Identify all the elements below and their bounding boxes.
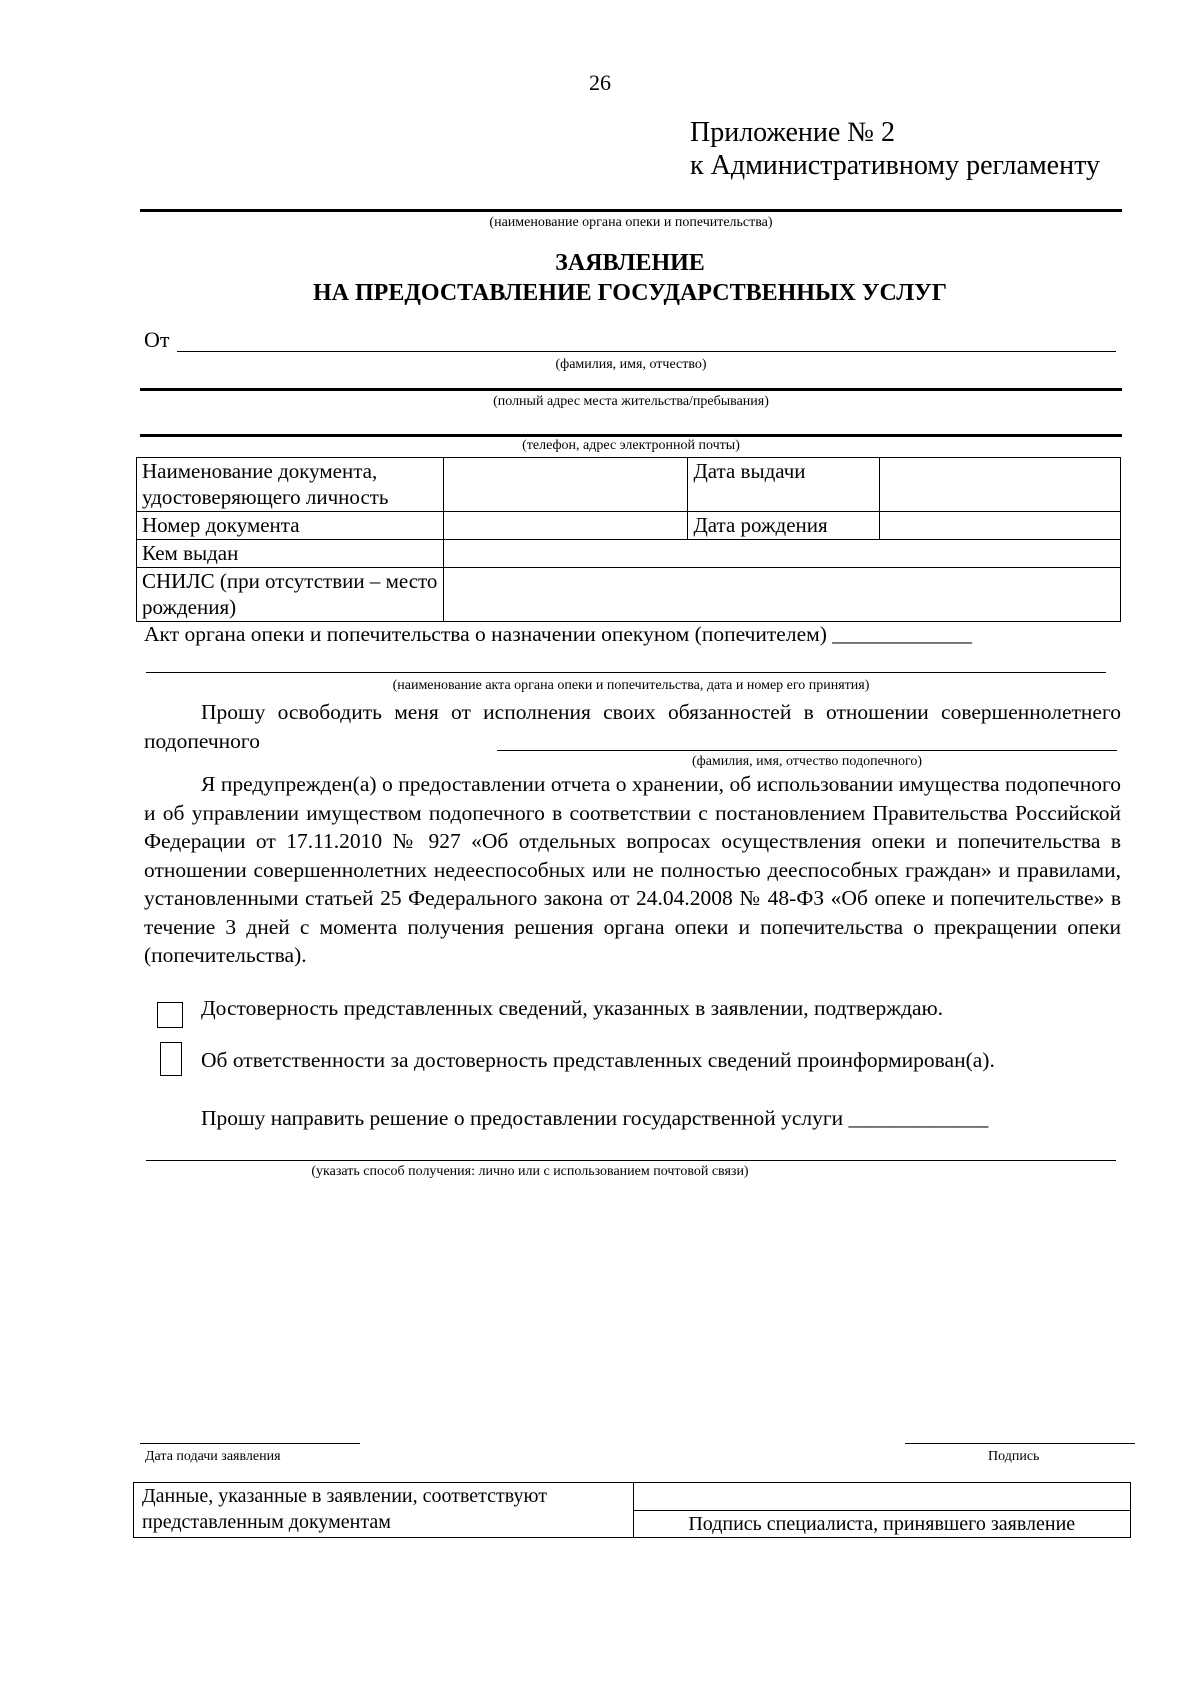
birth-date-field[interactable] — [880, 512, 1121, 540]
from-label: От — [144, 327, 170, 352]
address-line[interactable] — [140, 388, 1122, 391]
signature-line[interactable] — [905, 1443, 1135, 1444]
issued-by-label: Кем выдан — [137, 540, 444, 568]
responsibility-checkbox[interactable] — [160, 1042, 182, 1076]
request-paragraph — [144, 698, 1121, 755]
doc-number-label: Номер документа — [137, 512, 444, 540]
contacts-line[interactable] — [140, 434, 1122, 437]
birth-date-label: Дата рождения — [688, 512, 880, 540]
act-label: Акт органа опеки и попечительства о назначении опекуном (попечителем) _____________ — [144, 622, 973, 646]
delivery-label: Прошу направить решение о предоставлении государственной услуги _____________ — [201, 1106, 989, 1130]
date-label: Дата подачи заявления — [145, 1449, 281, 1464]
fio-caption: (фамилия, имя, отчество) — [555, 357, 707, 372]
page-title — [130, 248, 1130, 308]
authority-caption: (наименование органа опеки и попечительства) — [489, 215, 773, 230]
page-number: 26 — [589, 70, 611, 95]
title-line-1: ЗАЯВЛЕНИЕ — [555, 250, 705, 276]
appendix-header — [690, 116, 1100, 182]
issue-date-field[interactable] — [880, 458, 1121, 512]
reliability-text: Достоверность представленных сведений, указанных в заявлении, подтверждаю. — [201, 996, 944, 1020]
fio-line[interactable] — [177, 351, 1116, 352]
signature-label: Подпись — [988, 1449, 1040, 1464]
identity-document-table — [136, 457, 1121, 622]
date-line[interactable] — [140, 1443, 360, 1444]
snils-field[interactable] — [443, 568, 1120, 622]
specialist-signature-label: Подпись специалиста, принявшего заявление — [633, 1511, 1130, 1538]
doc-number-field[interactable] — [443, 512, 688, 540]
issued-by-field[interactable] — [443, 540, 1120, 568]
doc-name-label: Наименование документа, удостоверяющего личность — [137, 458, 444, 512]
responsibility-text: Об ответственности за достоверность представленных сведений проинформирован(а). — [201, 1048, 995, 1072]
address-caption: (полный адрес места жительства/пребывания) — [493, 394, 769, 409]
request-text: Прошу освободить меня от исполнения своих обязанностей в отношении совершеннолетнего подопечного — [144, 700, 1121, 753]
delivery-line[interactable] — [146, 1160, 1116, 1161]
appendix-line-1: Приложение № 2 — [690, 117, 895, 148]
issue-date-label: Дата выдачи — [688, 458, 880, 512]
appendix-line-2: к Административному регламенту — [690, 150, 1100, 181]
specialist-signature-field[interactable] — [633, 1483, 1130, 1511]
delivery-caption: (указать способ получения: лично или с использованием почтовой связи) — [311, 1164, 749, 1179]
verification-table — [133, 1482, 1131, 1538]
warning-paragraph: Я предупрежден(а) о предоставлении отчета о хранении, об использовании имущества подопечного и об управлении имуществом подопечного в соответствии с постановлением Правительства Российской Федерации от 17.11.2010 № 927 «Об отдельных вопросах осуществления опеки и попечительства в отношении совершеннолетних недееспособных или не полностью дееспособных граждан» и правилами, установленными статьей 25 Федерального закона от 24.04.2008 № 48-ФЗ «Об опеке и попечительстве» в течение 3 дней с момента получения решения органа опеки и попечительства о прекращении опеки (попечительства). — [144, 772, 1121, 967]
title-line-2: НА ПРЕДОСТАВЛЕНИЕ ГОСУДАРСТВЕННЫХ УСЛУГ — [313, 280, 947, 306]
reliability-checkbox[interactable] — [157, 1002, 183, 1028]
ward-line[interactable] — [497, 750, 1117, 751]
snils-label: СНИЛС (при отсутствии – место рождения) — [137, 568, 444, 622]
verification-text: Данные, указанные в заявлении, соответствуют представленным документам — [134, 1483, 634, 1538]
ward-caption: (фамилия, имя, отчество подопечного) — [691, 754, 923, 769]
authority-line[interactable] — [140, 209, 1122, 212]
act-line[interactable] — [146, 672, 1106, 673]
act-caption: (наименование акта органа опеки и попечительства, дата и номер его принятия) — [392, 678, 870, 693]
contacts-caption: (телефон, адрес электронной почты) — [522, 438, 740, 453]
doc-name-field[interactable] — [443, 458, 688, 512]
